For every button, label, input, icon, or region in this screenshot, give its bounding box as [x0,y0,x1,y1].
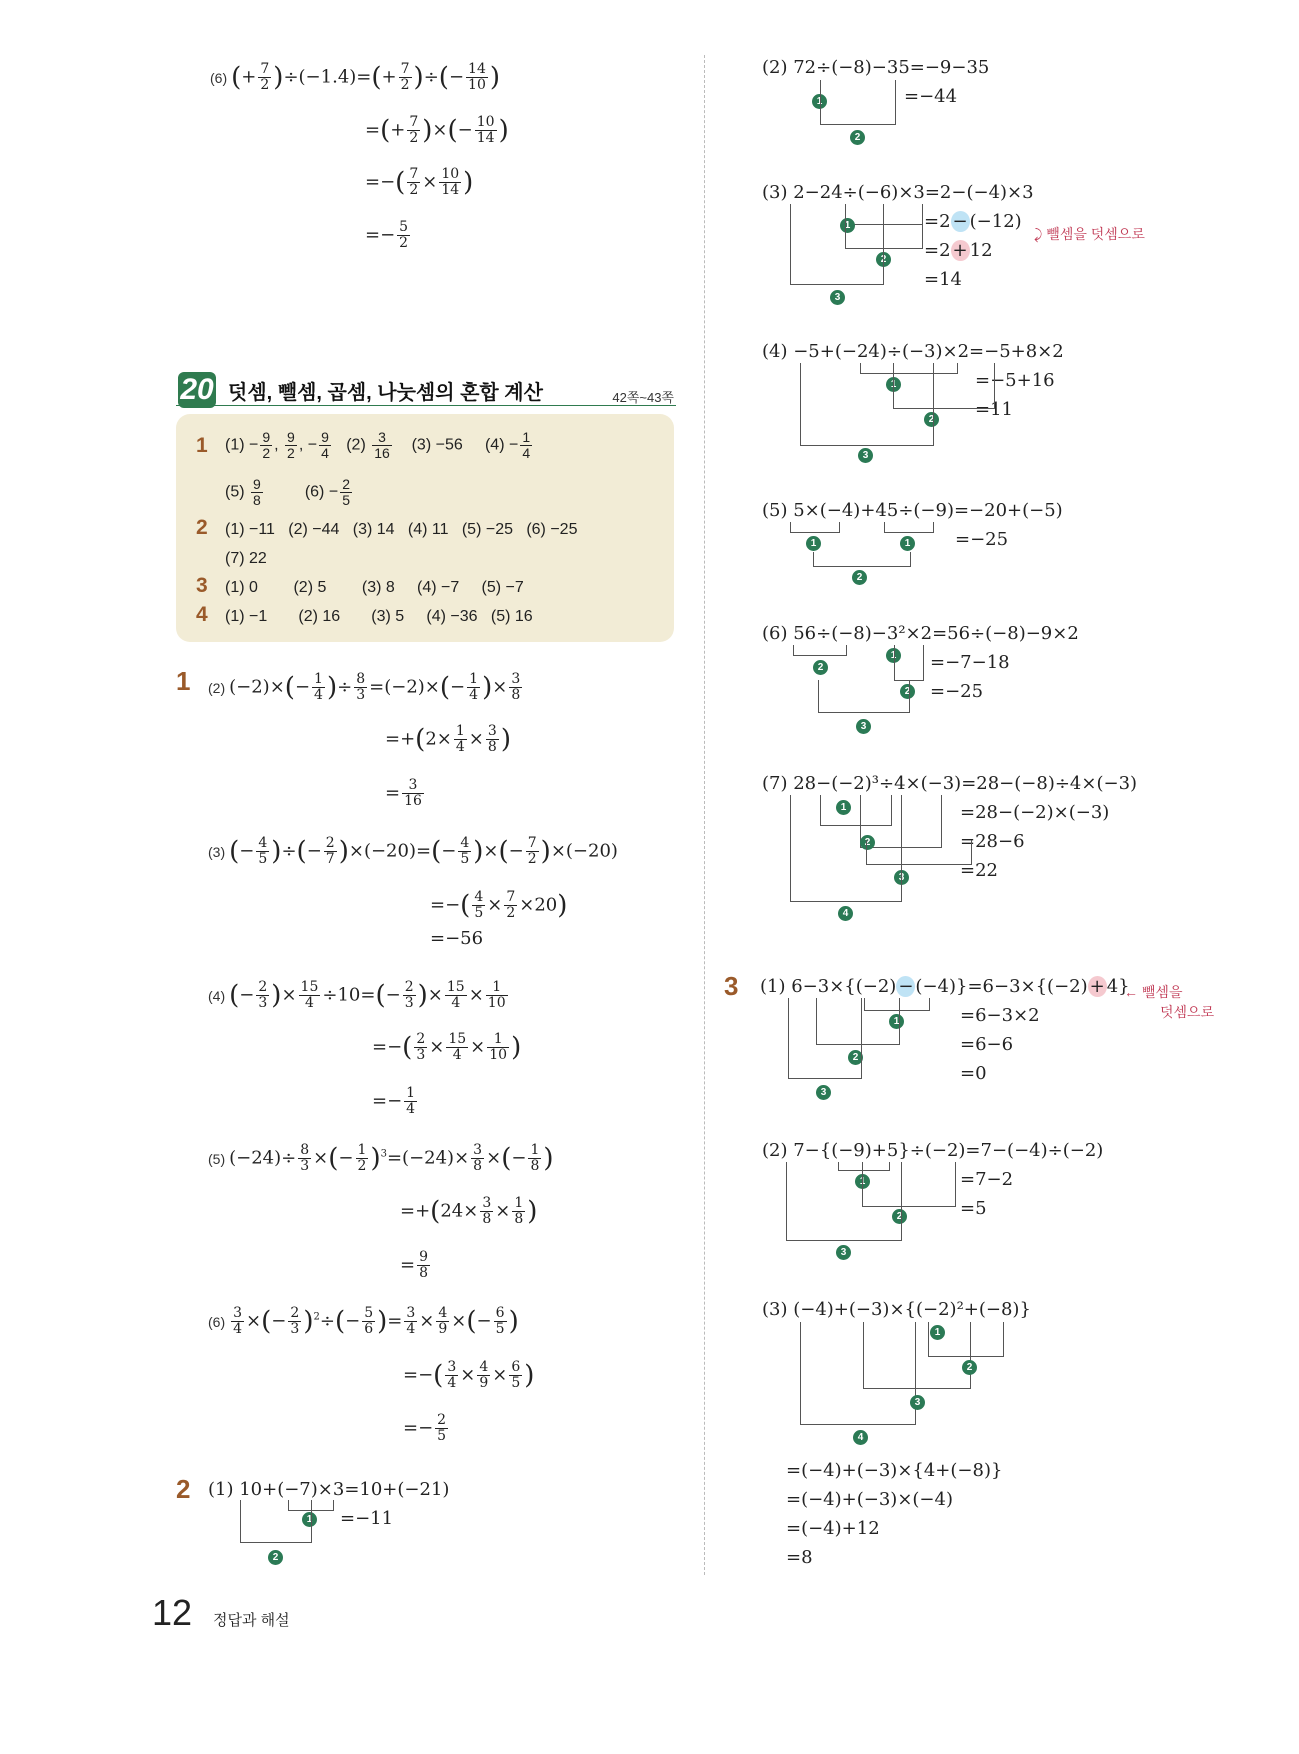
bracket [800,1322,916,1425]
right-3-3-line3: =(−4)+(−3)×(−4) [786,1489,953,1510]
step-2-marker: 2 [892,1209,907,1224]
answer-3-number: 3 [196,574,208,597]
right-p4-line3: =11 [975,399,1013,420]
step-1-marker: 1 [889,1014,904,1029]
q3-1-a1: (1) 6−3×{(−2) [760,976,897,997]
answer-2-row2: (7) 22 [225,550,267,567]
left-2-1-line2: =−11 [340,1508,394,1529]
left-2-1-line1: (1) 10+(−7)×3=10+(−21) [208,1479,450,1500]
bracket [790,204,884,285]
plus-highlight: + [1089,976,1105,997]
step-1-marker: 1 [806,536,821,551]
step-2-marker: 2 [962,1360,977,1375]
right-p5-line1: (5) 5×(−4)+45÷(−9)=−20+(−5) [762,500,1063,521]
right-3-2-line1: (2) 7−{(−9)+5}÷(−2)=7−(−4)÷(−2) [762,1140,1104,1161]
answer-1-6-label: (6) [304,483,325,501]
bracket [240,1500,312,1543]
step-3-marker: 3 [856,719,871,734]
left-1-4-line2: =−( $\frac{2}{3}$ × $\frac{15}{4}$ × $\frac{1}{10}$ ) [372,1031,522,1063]
answer-4-row: (1) −1 (2) 16 (3) 5 (4) −36 (5) 16 [225,608,533,625]
right-3-1-line2: =6−3×2 [960,1005,1040,1026]
left-p6-line2: =(+ $\frac{7}{2}$ )×(− $\frac{10}{14}$ ) [365,114,509,146]
step-1-marker: 1 [855,1174,870,1189]
left-1-3-line1: (3) (− $\frac{4}{5}$ )÷(− $\frac{2}{7}$ )×(−20)=(− $\frac{4}{5}$ )×(− $\frac{7}{2}$ )×(−20) [208,835,618,867]
q3-1-a5: 4} [1106,976,1130,997]
bracket [790,795,902,902]
answer-1-number: 1 [196,434,208,457]
p3-note-text: 뺄셈을 덧셈으로 [1046,226,1145,242]
bracket [790,522,840,533]
right-3-2-line2: =7−2 [960,1169,1014,1190]
left-1-4-line1: (4) (− $\frac{2}{3}$ )× $\frac{15}{4}$ ÷10=(− $\frac{2}{3}$ )× $\frac{15}{4}$ × $\frac{1}{10}$ [208,979,506,1011]
right-3-1-line4: =0 [960,1063,987,1084]
bracket [788,998,862,1079]
p3-c3: 12 [969,240,993,261]
left-question-1-number: 1 [176,666,191,696]
step-2-marker: 2 [813,660,828,675]
right-p6-line2: =−7−18 [930,652,1010,673]
left-1-5-line3: = $\frac{9}{8}$ [400,1249,429,1281]
step-3-marker: 3 [858,448,873,463]
bracket [894,645,924,681]
step-3-marker: 3 [830,290,845,305]
right-3-3-line2: =(−4)+(−3)×{4+(−8)} [786,1460,1003,1481]
plus-highlight: + [952,240,968,261]
answer-1-5-label: (5) [225,483,245,501]
bracket [818,680,910,713]
left-1-3-line3: =−56 [430,928,484,949]
answer-1-3: (3) −56 [411,436,463,454]
p3-note: ⤸ 뺄셈을 덧셈으로 [1034,226,1145,242]
section-title: 덧셈, 뺄셈, 곱셈, 나눗셈의 혼합 계산 [228,382,543,404]
step-3-marker: 3 [894,870,909,885]
step-1-marker: 1 [836,800,851,815]
step-2-marker: 2 [860,835,875,850]
item-label: (6) [210,69,228,86]
q3-note2: 덧셈으로 [1160,1004,1215,1020]
bracket [800,363,934,446]
right-p4-line2: =−5+16 [975,370,1055,391]
right-p6-line3: =−25 [930,681,984,702]
p3-b1: =2 [924,211,951,232]
right-p3-line1: (3) 2−24÷(−6)×3=2−(−4)×3 [762,182,1034,203]
answer-1-row1: (1) − $\frac{9}{2}$ , $\frac{9}{2}$ , − $\frac{9}{4}$ (2) $\frac{3}{16}$ (3) −56 (4) − $\frac{1}{4}$ [225,429,531,461]
left-p6-line3: =−( $\frac{7}{2}$ × $\frac{10}{14}$ ) [365,166,474,198]
minus-highlight: − [952,211,968,232]
bracket [820,80,896,125]
answer-1-1-label: (1) [225,436,245,454]
right-p3-line2 [924,211,1022,233]
q3-note-line1: ← 뺄셈을 [1124,984,1183,1000]
left-p6-line1: (6) (+ $\frac{7}{2}$ )÷(−1.4)=(+ $\frac{7}{2}$ )÷(− $\frac{14}{10}$ ) [210,61,501,93]
p3-b3: (−12) [969,211,1022,232]
step-2-marker: 2 [848,1050,863,1065]
footer-label: 정답과 해설 [213,1612,290,1629]
left-1-6-line2: =−( $\frac{3}{4}$ × $\frac{4}{9}$ × $\frac{6}{5}$ ) [403,1359,535,1391]
answer-2-row1: (1) −11 (2) −44 (3) 14 (4) 11 (5) −25 (6) −25 [225,521,578,538]
bracket [884,522,934,533]
step-3-marker: 3 [836,1245,851,1260]
step-2-marker: 2 [850,130,865,145]
step-1-marker: 1 [302,1512,317,1527]
right-p7-line4: =22 [960,860,998,881]
answer-3-row: (1) 0 (2) 5 (3) 8 (4) −7 (5) −7 [225,579,524,596]
step-4-marker: 4 [853,1430,868,1445]
column-divider [704,55,705,1575]
right-p2-line1: (2) 72÷(−8)−35=−9−35 [762,57,990,78]
right-p3-line4: =14 [924,269,962,290]
q3-1-a3: (−4)}=6−3×{(−2) [915,976,1088,997]
bracket [813,552,911,567]
step-1-marker: 1 [886,648,901,663]
step-3-marker: 3 [816,1085,831,1100]
right-p3-line3 [924,240,993,262]
right-p7-line2: =28−(−2)×(−3) [960,802,1110,823]
left-1-2-line2: =+(2× $\frac{1}{4}$ × $\frac{3}{8}$ ) [385,723,511,755]
answer-1-4-label: (4) [484,436,505,454]
page-number: 12 [152,1592,193,1633]
right-3-3-line4: =(−4)+12 [786,1518,880,1539]
right-p6-line1: (6) 56÷(−8)−3²×2=56÷(−8)−9×2 [762,623,1079,644]
right-question-3-number: 3 [724,971,739,1001]
answer-4-number: 4 [196,603,208,626]
p3-c1: =2 [924,240,951,261]
answer-1-row2: (5) $\frac{9}{8}$ (6) − $\frac{2}{5}$ [225,476,350,508]
left-1-5-line1: (5) (−24)÷ $\frac{8}{3}$ ×(− $\frac{1}{2}$ )$^3$=(−24)× $\frac{3}{8}$ ×(− $\frac{1}{8}$ ) [208,1142,554,1174]
minus-highlight: − [898,976,914,997]
step-2-marker: 2 [852,570,867,585]
answer-2-number: 2 [196,516,208,539]
step-1-marker: 1 [900,536,915,551]
right-p5-line2: =−25 [955,529,1009,550]
step-2-marker: 2 [268,1550,283,1565]
step-2-marker: 2 [876,252,891,267]
right-3-1-line3: =6−6 [960,1034,1014,1055]
right-p7-line3: =28−6 [960,831,1025,852]
step-1-marker: 1 [930,1325,945,1340]
bracket [793,645,847,656]
step-1-marker: 1 [840,218,855,233]
right-p4-line1: (4) −5+(−24)÷(−3)×2=−5+8×2 [762,341,1064,362]
step-2-marker: 2 [924,412,939,427]
right-p2-line2: =−44 [904,86,958,107]
left-1-2-line3: = $\frac{3}{16}$ [385,777,422,809]
bracket [786,1162,902,1241]
right-3-3-line1: (3) (−4)+(−3)×{(−2)²+(−8)} [762,1299,1031,1320]
left-1-6-line1: (6) $\frac{3}{4}$ ×(− $\frac{2}{3}$ )$^2$÷(− $\frac{5}{6}$ )= $\frac{3}{4}$ × $\frac{4}{9}$ ×(− $\frac{6}{5}$ ) [208,1305,519,1337]
step-1-marker: 1 [812,94,827,109]
left-1-2-line1: (2) (−2)×(− $\frac{1}{4}$ )÷ $\frac{8}{3}$ =(−2)×(− $\frac{1}{4}$ )× $\frac{3}{8}$ [208,671,521,703]
left-question-2-number: 2 [176,1474,191,1504]
step-1-marker: 1 [886,377,901,392]
section-number: 20 [178,372,216,408]
left-1-6-line3: =− $\frac{2}{5}$ [403,1412,447,1444]
step-2-marker: 2 [900,684,915,699]
right-3-3-line5: =8 [786,1547,813,1568]
right-3-1-line1 [760,976,1130,998]
left-1-4-line3: =− $\frac{1}{4}$ [372,1085,416,1117]
step-4-marker: 4 [838,906,853,921]
q3-note [1124,982,1182,1002]
left-1-5-line2: =+(24× $\frac{3}{8}$ × $\frac{1}{8}$ ) [400,1195,538,1227]
step-3-marker: 3 [910,1395,925,1410]
right-p7-line1: (7) 28−(−2)³÷4×(−3)=28−(−8)÷4×(−3) [762,773,1138,794]
right-3-2-line3: =5 [960,1198,987,1219]
section-rule [176,405,676,406]
left-1-3-line2: =−( $\frac{4}{5}$ × $\frac{7}{2}$ ×20) [430,889,568,921]
section-pages: 42쪽~43쪽 [612,390,674,405]
answer-1-2-label: (2) [346,436,366,454]
left-p6-line4: =− $\frac{5}{2}$ [365,219,409,251]
